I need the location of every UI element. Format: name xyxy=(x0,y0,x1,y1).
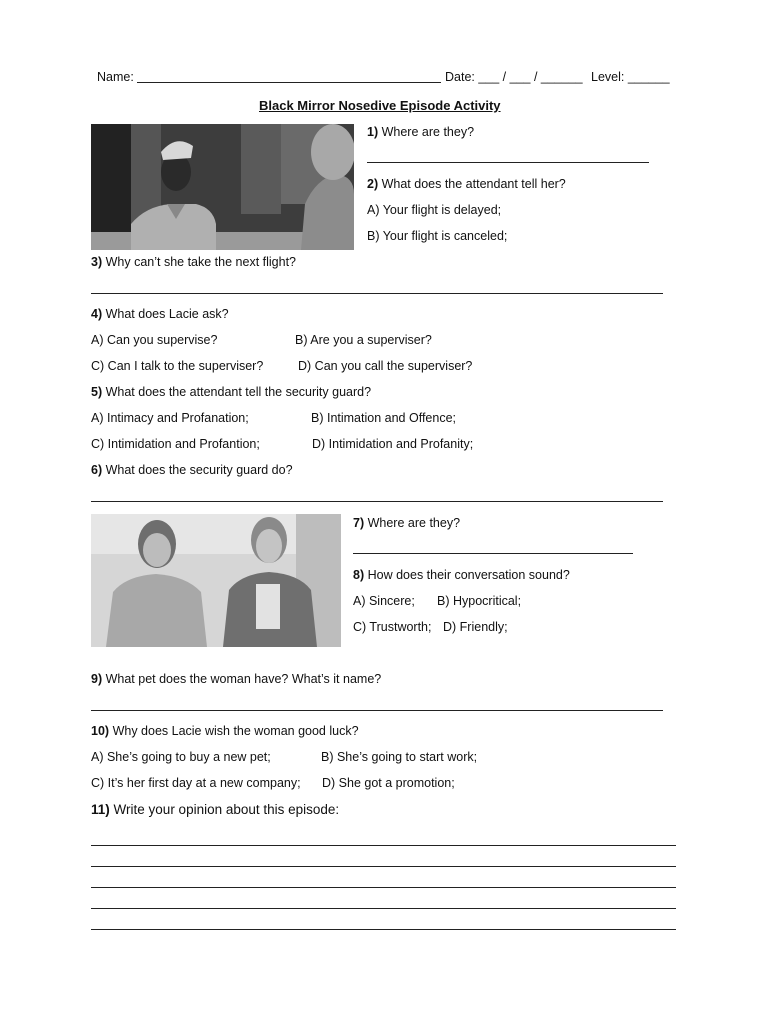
q2-option-a[interactable]: A) Your flight is delayed; xyxy=(367,203,502,217)
q8-option-a[interactable]: A) Sincere; xyxy=(353,594,415,608)
opinion-line-4[interactable] xyxy=(91,908,676,909)
date-label: Date: ___ / ___ / ______ xyxy=(445,70,583,84)
question-6: 6) What does the security guard do? xyxy=(91,463,293,477)
q5-option-d[interactable]: D) Intimidation and Profanity; xyxy=(312,437,474,451)
q8-option-c[interactable]: C) Trustworth; xyxy=(353,620,432,634)
q3-answer-line[interactable] xyxy=(91,293,663,294)
opinion-line-2[interactable] xyxy=(91,866,676,867)
page-title: Black Mirror Nosedive Episode Activity xyxy=(259,98,501,113)
question-2: 2) What does the attendant tell her? xyxy=(367,177,566,191)
airport-attendant-photo xyxy=(91,124,354,250)
question-10: 10) Why does Lacie wish the woman good luck? xyxy=(91,724,359,738)
q2-option-b[interactable]: B) Your flight is canceled; xyxy=(367,229,508,243)
q4-option-a[interactable]: A) Can you supervise? xyxy=(91,333,218,347)
name-answer-line[interactable] xyxy=(137,82,441,83)
q8-option-d[interactable]: D) Friendly; xyxy=(443,620,508,634)
q4-option-b[interactable]: B) Are you a superviser? xyxy=(295,333,432,347)
q10-option-d[interactable]: D) She got a promotion; xyxy=(322,776,455,790)
question-11: 11) Write your opinion about this episode: xyxy=(91,802,340,817)
question-8: 8) How does their conversation sound? xyxy=(353,568,570,582)
question-7: 7) Where are they? xyxy=(353,516,461,530)
q6-answer-line[interactable] xyxy=(91,501,663,502)
q4-option-d[interactable]: D) Can you call the superviser? xyxy=(298,359,473,373)
q7-answer-line[interactable] xyxy=(353,553,633,554)
two-women-photo xyxy=(91,514,341,647)
opinion-line-5[interactable] xyxy=(91,929,676,930)
question-4: 4) What does Lacie ask? xyxy=(91,307,229,321)
level-label: Level: ______ xyxy=(591,70,670,84)
q10-option-a[interactable]: A) She’s going to buy a new pet; xyxy=(91,750,271,764)
q10-option-c[interactable]: C) It’s her first day at a new company; xyxy=(91,776,301,790)
question-9: 9) What pet does the woman have? What’s it name? xyxy=(91,672,382,686)
q10-option-b[interactable]: B) She’s going to start work; xyxy=(321,750,478,764)
q1-answer-line[interactable] xyxy=(367,162,649,163)
q5-option-c[interactable]: C) Intimidation and Profantion; xyxy=(91,437,260,451)
q5-option-a[interactable]: A) Intimacy and Profanation; xyxy=(91,411,249,425)
question-5: 5) What does the attendant tell the security guard? xyxy=(91,385,372,399)
question-3: 3) Why can’t she take the next flight? xyxy=(91,255,296,269)
q5-option-b[interactable]: B) Intimation and Offence; xyxy=(311,411,456,425)
q8-option-b[interactable]: B) Hypocritical; xyxy=(437,594,522,608)
name-label: Name: xyxy=(97,70,134,84)
opinion-line-1[interactable] xyxy=(91,845,676,846)
question-1: 1) Where are they? xyxy=(367,125,475,139)
q4-option-c[interactable]: C) Can I talk to the superviser? xyxy=(91,359,264,373)
opinion-line-3[interactable] xyxy=(91,887,676,888)
q9-answer-line[interactable] xyxy=(91,710,663,711)
